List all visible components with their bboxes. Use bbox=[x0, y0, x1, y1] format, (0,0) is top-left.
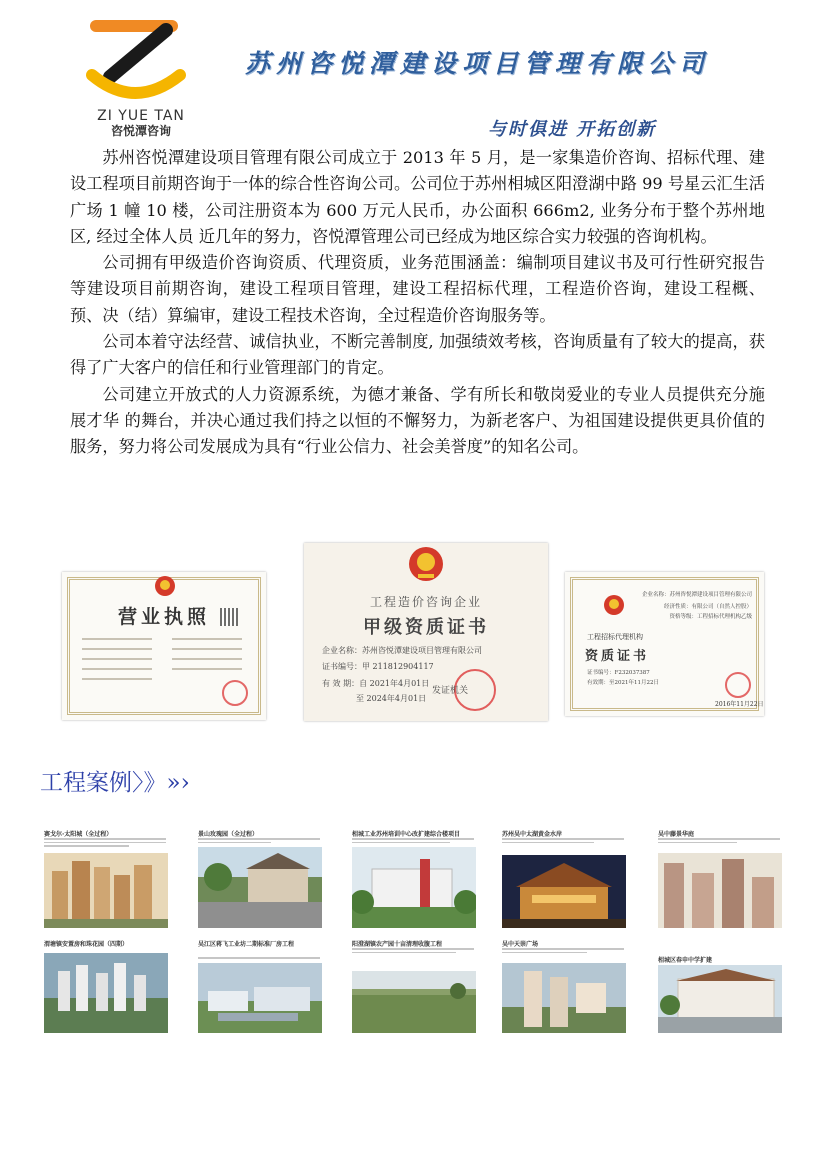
issuer-label: 发证机关 bbox=[432, 686, 469, 696]
validity-row: 有效期：至2021年11月22日 bbox=[587, 680, 659, 686]
project-photo-high-rise bbox=[44, 853, 168, 928]
project-case-card bbox=[500, 825, 628, 930]
project-photo-farmland bbox=[352, 971, 476, 1033]
project-photo-factory bbox=[198, 963, 322, 1033]
nature-row: 经济性质：有限公司（自然人控股） bbox=[663, 604, 752, 610]
project-photo-villa bbox=[198, 847, 322, 928]
intro-paragraph-1: 苏州咨悦潭建设项目管理有限公司成立于 2013 年 5 月，是一家集造价咨询、招标代理、建 设工程项目前期咨询于一体的综合性咨询公司。公司位于苏州相城区阳澄湖中路 99 号星云汇生活广场 1 幢 10 楼，公司注册资本为 600 万元人民币，办公面积 666m2, 业务分布于整个苏州地区, 经过全体人员 近几年的努力，咨悦潭管理公司已经成为地区综合实力较强的咨询机构。 bbox=[70, 148, 765, 246]
logo-mark-icon bbox=[80, 15, 195, 110]
official-seal-icon bbox=[222, 680, 248, 706]
national-emblem-icon bbox=[408, 545, 444, 583]
project-case-card bbox=[656, 825, 784, 930]
intro-paragraph-4: 公司建立开放式的人力资源系统，为德才兼备、学有所长和敬岗爱业的专业人员提供充分施展才华 的舞台，并决心通过我们持之以恒的不懈努力，为新老客户、为祖国建设提供更具价值的服务，努力将公司发展成为具有“行业公信力、社会美誉度”的知名公司。 bbox=[70, 384, 765, 457]
enterprise-row: 企业名称：苏州咨悦潭建设项目管理有限公司 bbox=[641, 592, 752, 598]
project-case-card bbox=[42, 825, 170, 930]
project-case-card bbox=[350, 825, 478, 930]
logo-english-name: ZI YUE TAN bbox=[97, 108, 185, 124]
logo-chinese-name: 咨悦潭咨询 bbox=[110, 124, 171, 138]
project-photo-residential bbox=[658, 853, 782, 928]
project-case-title: 渭塘镇安置房和珠花园（四期） bbox=[44, 941, 129, 948]
project-case-title: 景山玫瑰园（全过程） bbox=[198, 831, 259, 838]
certificate-title: 资质证书 bbox=[585, 649, 650, 664]
project-case-title: 吴中天崇广场 bbox=[502, 941, 539, 948]
cert-number-row: 证书编号：甲 211812904117 bbox=[322, 662, 434, 671]
project-case-card bbox=[42, 935, 170, 1035]
cost-consulting-qualification-certificate bbox=[304, 543, 548, 721]
business-license-title: 营业执照 bbox=[117, 606, 210, 628]
project-case-card bbox=[196, 825, 324, 930]
project-case-title: 赛戈尔·太阳城（全过程） bbox=[44, 831, 113, 838]
project-photo-school bbox=[658, 965, 782, 1033]
project-case-card bbox=[350, 935, 478, 1035]
tender-agency-qualification-certificate bbox=[565, 572, 764, 716]
business-license-certificate bbox=[62, 572, 266, 720]
issue-date: 2016年11月22日 bbox=[715, 701, 764, 708]
project-case-card bbox=[500, 935, 628, 1035]
project-case-title: 吴中藤景华庭 bbox=[658, 831, 695, 838]
qr-code-icon bbox=[220, 608, 238, 626]
intro-paragraph-2: 公司拥有甲级造价咨询资质、代理资质，业务范围涵盖：编制项目建议书及可行性研究报告等建设项目前期咨询，建设工程项目管理，建设工程招标代理，工程造价咨询，建设工程概、预、决（结）算编审，建设工程技术咨询，全过程造价咨询服务等。 bbox=[70, 253, 765, 325]
official-seal-icon bbox=[725, 672, 751, 698]
project-photo-resettlement-housing bbox=[44, 953, 168, 1033]
project-case-title: 苏州吴中太湖黄金水岸 bbox=[502, 831, 563, 838]
cert-number-row: 证书编号：F232037387 bbox=[587, 670, 650, 676]
project-case-card bbox=[196, 935, 324, 1035]
company-introduction bbox=[70, 145, 765, 461]
project-cases-heading: 工程案例〉》»› bbox=[40, 770, 190, 796]
validity-row: 有 效 期：自 2021年4月01日 bbox=[322, 679, 430, 688]
validity-end-row: 至 2024年4月01日 bbox=[356, 694, 427, 703]
certificate-title: 甲级资质证书 bbox=[363, 617, 489, 638]
project-case-title: 吴江区蒋飞工业坊二期标准厂房工程 bbox=[198, 941, 295, 948]
project-case-title: 相城区春申中学扩建 bbox=[658, 957, 713, 964]
national-emblem-icon bbox=[154, 575, 176, 597]
project-case-title: 阳澄湖镇农产园十亩清理收腹工程 bbox=[352, 941, 443, 948]
project-case-card bbox=[656, 935, 784, 1035]
company-title: 苏州咨悦潭建设项目管理有限公司 bbox=[245, 49, 711, 78]
intro-paragraph-3: 公司本着守法经营、诚信执业，不断完善制度, 加强绩效考核，咨询质量有了较大的提高，获得了广大客户的信任和行业管理部门的肯定。 bbox=[70, 332, 765, 378]
slogan: 与时俱进 开拓创新 bbox=[488, 119, 657, 140]
certificate-header: 工程招标代理机构 bbox=[587, 633, 643, 641]
logo-text bbox=[86, 108, 196, 139]
project-photo-plaza bbox=[502, 963, 626, 1033]
certificate-header: 工程造价咨询企业 bbox=[369, 595, 482, 609]
company-name-row: 企业名称：苏州咨悦潭建设项目管理有限公司 bbox=[322, 646, 482, 655]
project-photo-training-center bbox=[352, 847, 476, 928]
project-photo-golden-waterfront bbox=[502, 855, 626, 928]
project-case-title: 相城工业苏州培训中心改扩建综合楼项目 bbox=[352, 831, 461, 838]
national-emblem-icon bbox=[603, 594, 625, 616]
scope-row: 资格等级：工程招标代理机构乙级 bbox=[669, 614, 752, 620]
